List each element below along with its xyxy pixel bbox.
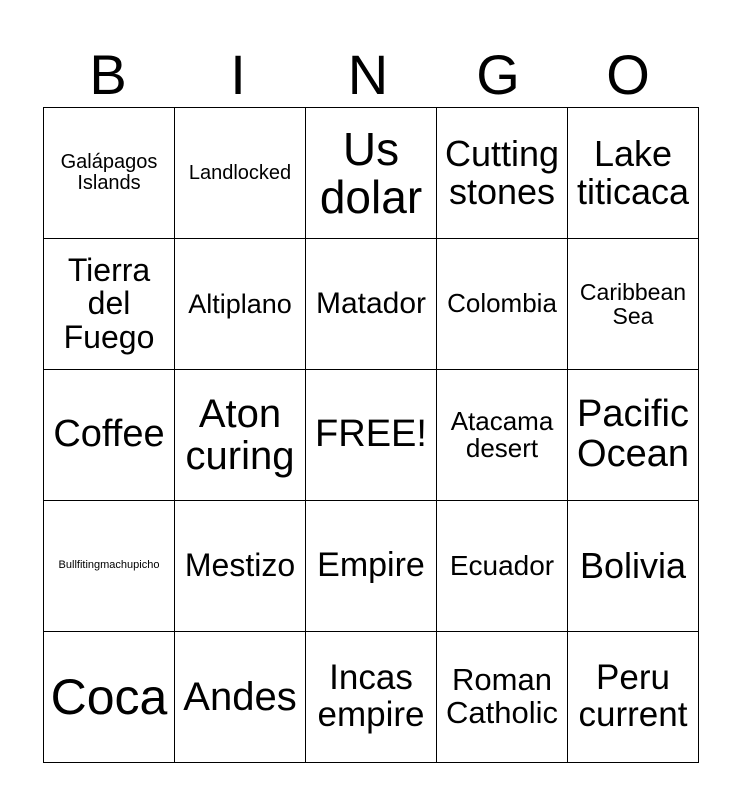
bingo-cell: Caribbean Sea — [568, 239, 699, 370]
header-letter-i: I — [230, 43, 246, 106]
bingo-cell: Empire — [306, 501, 437, 632]
header-letter-g: G — [476, 43, 520, 106]
bingo-cell: Us dolar — [306, 108, 437, 239]
bingo-cell: Coca — [44, 632, 175, 763]
bingo-cell: Pacific Ocean — [568, 370, 699, 501]
bingo-cell: Landlocked — [175, 108, 306, 239]
bingo-cell: Mestizo — [175, 501, 306, 632]
bingo-cell: Bolivia — [568, 501, 699, 632]
bingo-cell: Lake titicaca — [568, 108, 699, 239]
bingo-cell: Atacama desert — [437, 370, 568, 501]
header-letter-o: O — [606, 43, 650, 106]
bingo-row — [44, 239, 699, 370]
bingo-cell: Peru current — [568, 632, 699, 763]
bingo-row — [44, 632, 699, 763]
bingo-cell: Aton curing — [175, 370, 306, 501]
bingo-row — [44, 108, 699, 239]
header-letter-n: N — [347, 43, 389, 106]
bingo-cell: Tierra del Fuego — [44, 239, 175, 370]
free-space: FREE! — [306, 370, 437, 501]
bingo-row — [44, 501, 699, 632]
bingo-cell: Ecuador — [437, 501, 568, 632]
bingo-row — [44, 370, 699, 501]
bingo-cell: Colombia — [437, 239, 568, 370]
bingo-cell: Cutting stones — [437, 108, 568, 239]
bingo-cell: Incas empire — [306, 632, 437, 763]
bingo-cell: Galápagos Islands — [44, 108, 175, 239]
bingo-cell: Coffee — [44, 370, 175, 501]
bingo-cell: Roman Catholic — [437, 632, 568, 763]
bingo-cell: Altiplano — [175, 239, 306, 370]
bingo-cell: Matador — [306, 239, 437, 370]
bingo-grid — [43, 107, 699, 763]
bingo-cell: Andes — [175, 632, 306, 763]
bingo-header — [43, 44, 693, 106]
bingo-cell: Bullfitingmachupicho — [44, 501, 175, 632]
header-letter-b: B — [89, 43, 127, 106]
